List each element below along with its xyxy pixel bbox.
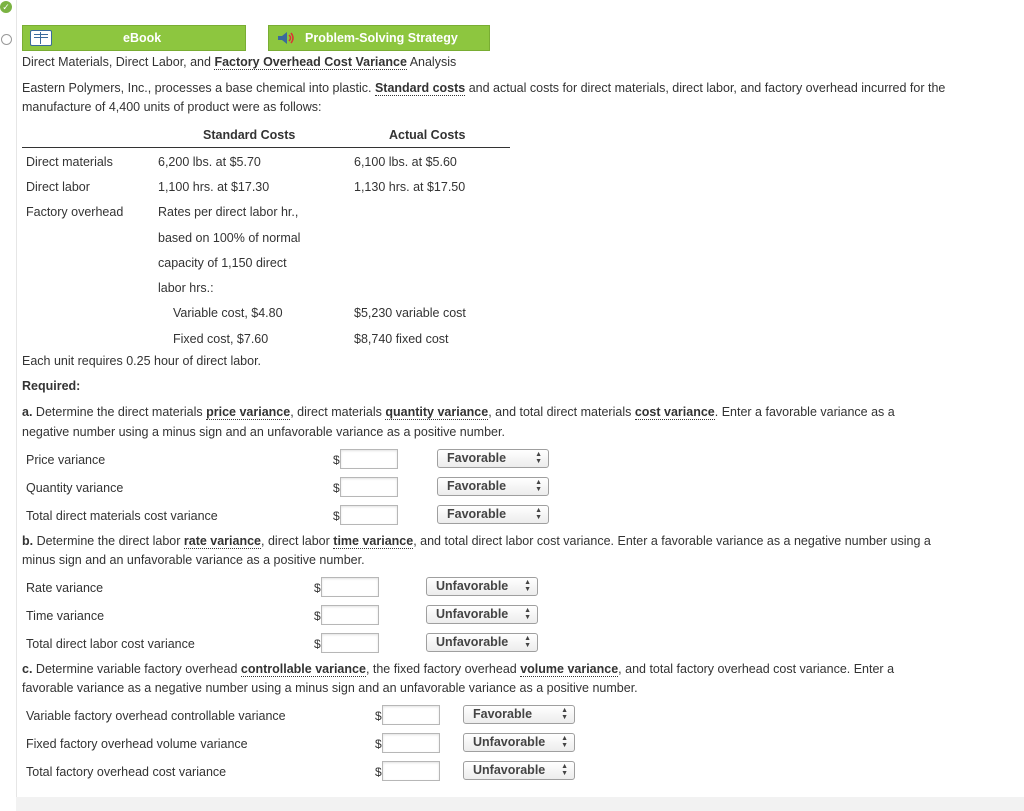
controllable-variance-dollar: $	[375, 709, 382, 723]
part-a-text-3: , and total direct materials	[488, 405, 635, 419]
cost-variance-term[interactable]: cost variance	[634, 405, 715, 419]
controllable-variance-select-value: Favorable	[473, 707, 533, 721]
part-b-text-3: , and total direct labor cost variance. Enter a favorable variance as a negative number using a	[413, 534, 931, 548]
volume-variance-term[interactable]: volume variance	[520, 662, 619, 676]
title-term[interactable]: Factory Overhead Cost Variance	[214, 55, 407, 69]
check-icon: ✓	[0, 1, 12, 13]
table-header-rule	[22, 147, 510, 148]
standard-costs-term[interactable]: Standard costs	[374, 81, 466, 95]
select-arrows-icon: ▲ ▼	[535, 507, 542, 521]
controllable-variance-select[interactable]	[463, 705, 575, 724]
price-variance-select-value: Favorable	[447, 451, 507, 465]
rate-variance-select[interactable]	[426, 577, 538, 596]
intro-line-2: manufacture of 4,400 units of product were as follows:	[22, 100, 322, 114]
std-factory-overhead: Rates per direct labor hr.,	[158, 205, 299, 219]
quantity-variance-input[interactable]	[340, 477, 398, 497]
total-fo-cost-variance-label: Total factory overhead cost variance	[26, 765, 227, 779]
unit-note: Each unit requires 0.25 hour of direct labor.	[22, 354, 262, 368]
total-dl-cost-variance-input[interactable]	[321, 633, 379, 653]
rate-variance-label: Rate variance	[26, 581, 104, 595]
std-variable-cost: Variable cost, $4.80	[173, 306, 283, 320]
problem-solving-strategy-button[interactable]	[268, 25, 490, 51]
std-direct-materials: 6,200 lbs. at $5.70	[158, 155, 261, 169]
intro-text-a: Eastern Polymers, Inc., processes a base chemical into plastic.	[22, 81, 375, 95]
quantity-variance-select-value: Favorable	[447, 479, 507, 493]
price-variance-select[interactable]	[437, 449, 549, 468]
row-label-direct-materials: Direct materials	[26, 155, 113, 169]
quantity-variance-label: Quantity variance	[26, 481, 124, 495]
act-fixed-cost: $8,740 fixed cost	[354, 332, 449, 346]
quantity-variance-term[interactable]: quantity variance	[385, 405, 489, 419]
rate-variance-select-value: Unfavorable	[436, 579, 509, 593]
select-arrows-icon: ▲ ▼	[561, 735, 568, 749]
volume-variance-label: Fixed factory overhead volume variance	[26, 737, 248, 751]
price-variance-label: Price variance	[26, 453, 106, 467]
total-dm-cost-variance-label: Total direct materials cost variance	[26, 509, 218, 523]
select-arrows-icon: ▲ ▼	[561, 707, 568, 721]
total-dl-cost-variance-dollar: $	[314, 637, 321, 651]
problem-title	[22, 55, 456, 69]
time-variance-input[interactable]	[321, 605, 379, 625]
title-part-1: Direct Materials, Direct Labor, and	[22, 55, 215, 69]
part-c-instructions-line-2: favorable variance as a negative number using a minus sign and an unfavorable variance as a positive number.	[22, 681, 638, 695]
row-label-direct-labor: Direct labor	[26, 180, 90, 194]
overhead-line-2: capacity of 1,150 direct	[158, 256, 287, 270]
part-a-instructions-line-2: negative number using a minus sign and an unfavorable variance as a positive number.	[22, 425, 505, 439]
ebook-button-label: eBook	[123, 31, 162, 45]
act-direct-materials: 6,100 lbs. at $5.60	[354, 155, 457, 169]
volume-variance-input[interactable]	[382, 733, 440, 753]
total-dm-cost-variance-input[interactable]	[340, 505, 398, 525]
std-direct-labor: 1,100 hrs. at $17.30	[158, 180, 270, 194]
intro-text-b: and actual costs for direct materials, direct labor, and factory overhead incurred for the	[465, 81, 946, 95]
time-variance-select[interactable]	[426, 605, 538, 624]
part-a-text-1: Determine the direct materials	[32, 405, 207, 419]
total-dl-cost-variance-select-value: Unfavorable	[436, 635, 509, 649]
ebook-button[interactable]	[22, 25, 246, 51]
total-dl-cost-variance-select[interactable]	[426, 633, 538, 652]
rate-variance-dollar: $	[314, 581, 321, 595]
total-fo-cost-variance-dollar: $	[375, 765, 382, 779]
overhead-line-3: labor hrs.:	[158, 281, 214, 295]
total-dm-cost-variance-select-value: Favorable	[447, 507, 507, 521]
overhead-line-1: based on 100% of normal	[158, 231, 301, 245]
time-variance-label: Time variance	[26, 609, 105, 623]
volume-variance-select[interactable]	[463, 733, 575, 752]
left-rail	[0, 0, 17, 811]
part-a-prefix: a.	[22, 405, 33, 419]
total-dm-cost-variance-dollar: $	[333, 509, 340, 523]
quantity-variance-dollar: $	[333, 481, 340, 495]
radio-icon[interactable]	[1, 34, 12, 45]
part-b-prefix: b.	[22, 534, 34, 548]
volume-variance-dollar: $	[375, 737, 382, 751]
controllable-variance-term[interactable]: controllable variance	[240, 662, 366, 676]
select-arrows-icon: ▲ ▼	[535, 479, 542, 493]
volume-variance-select-value: Unfavorable	[473, 735, 546, 749]
part-a-text-4: . Enter a favorable variance as a	[714, 405, 895, 419]
part-a-instructions	[22, 405, 895, 419]
intro-line-1	[22, 81, 945, 95]
part-b-instructions	[22, 534, 931, 548]
act-variable-cost: $5,230 variable cost	[354, 306, 466, 320]
price-variance-input[interactable]	[340, 449, 398, 469]
select-arrows-icon: ▲ ▼	[535, 451, 542, 465]
part-a-text-2: , direct materials	[290, 405, 386, 419]
select-arrows-icon: ▲ ▼	[561, 763, 568, 777]
bottom-band	[16, 797, 1024, 811]
speaker-icon	[276, 31, 296, 45]
total-fo-cost-variance-select[interactable]	[463, 761, 575, 780]
select-arrows-icon: ▲ ▼	[524, 607, 531, 621]
price-variance-dollar: $	[333, 453, 340, 467]
row-label-factory-overhead: Factory overhead	[26, 205, 124, 219]
time-variance-term[interactable]: time variance	[333, 534, 414, 548]
time-variance-dollar: $	[314, 609, 321, 623]
part-c-prefix: c.	[22, 662, 33, 676]
rate-variance-term[interactable]: rate variance	[183, 534, 262, 548]
title-part-3: Analysis	[406, 55, 457, 69]
controllable-variance-input[interactable]	[382, 705, 440, 725]
time-variance-select-value: Unfavorable	[436, 607, 509, 621]
required-label: Required:	[22, 379, 81, 393]
strategy-button-label: Problem-Solving Strategy	[305, 31, 458, 45]
book-icon	[30, 30, 52, 46]
total-fo-cost-variance-input[interactable]	[382, 761, 440, 781]
total-fo-cost-variance-select-value: Unfavorable	[473, 763, 546, 777]
part-b-instructions-line-2: minus sign and an unfavorable variance as a positive number.	[22, 553, 365, 567]
rate-variance-input[interactable]	[321, 577, 379, 597]
col-standard-costs: Standard Costs	[203, 128, 296, 142]
std-fixed-cost: Fixed cost, $7.60	[173, 332, 269, 346]
part-b-text-1: Determine the direct labor	[33, 534, 184, 548]
part-c-text-3: , and total factory overhead cost variance. Enter a	[618, 662, 895, 676]
controllable-variance-label: Variable factory overhead controllable variance	[26, 709, 286, 723]
part-b-text-2: , direct labor	[261, 534, 334, 548]
total-dm-cost-variance-select[interactable]	[437, 505, 549, 524]
part-c-instructions	[22, 662, 894, 676]
part-c-text-2: , the fixed factory overhead	[365, 662, 521, 676]
total-dl-cost-variance-label: Total direct labor cost variance	[26, 637, 195, 651]
col-actual-costs: Actual Costs	[389, 128, 466, 142]
part-c-text-1: Determine variable factory overhead	[32, 662, 241, 676]
select-arrows-icon: ▲ ▼	[524, 635, 531, 649]
select-arrows-icon: ▲ ▼	[524, 579, 531, 593]
act-direct-labor: 1,130 hrs. at $17.50	[354, 180, 466, 194]
price-variance-term[interactable]: price variance	[206, 405, 291, 419]
quantity-variance-select[interactable]	[437, 477, 549, 496]
